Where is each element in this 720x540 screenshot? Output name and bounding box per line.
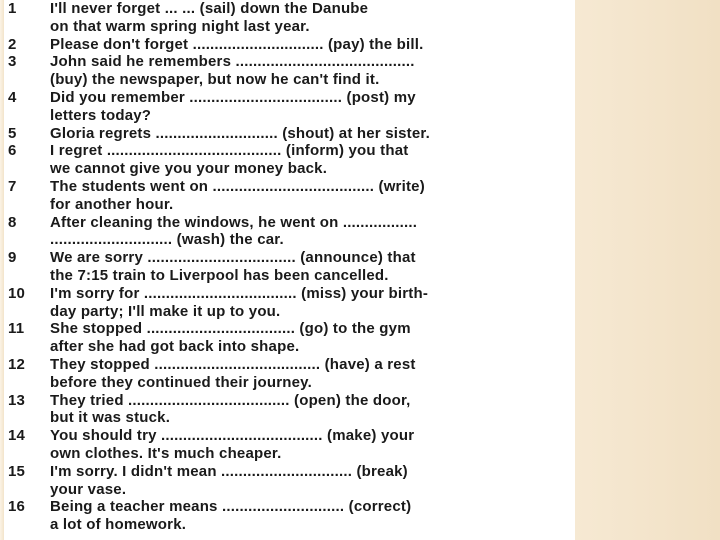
- exercise-sentence-line: for another hour.: [50, 195, 174, 213]
- exercise-sentence-line: your vase.: [50, 480, 127, 498]
- exercise-number: 7: [8, 177, 17, 195]
- exercise-sentence-line: we cannot give you your money back.: [50, 160, 328, 178]
- exercise-number: 2: [8, 35, 17, 53]
- exercise-sentence-line: I'm sorry. I didn't mean .............................. (break): [50, 462, 408, 480]
- exercise-sentence-line: The students went on ..................................... (write): [50, 177, 425, 195]
- exercise-number: 8: [8, 213, 17, 231]
- exercise-number: 13: [8, 391, 26, 409]
- exercise-sentence-line: on that warm spring night last year.: [50, 17, 310, 35]
- exercise-sentence-line: Gloria regrets ............................ (shout) at her sister.: [50, 124, 430, 142]
- exercise-sentence-line: a lot of homework.: [50, 516, 187, 534]
- exercise-sentence-line: I'll never forget ... ... (sail) down the Danube: [50, 0, 369, 17]
- exercise-item: [4, 427, 575, 463]
- exercise-item: [4, 392, 575, 428]
- exercise-item: [4, 142, 575, 178]
- exercise-number: 11: [8, 320, 25, 338]
- exercise-item: [4, 356, 575, 392]
- exercise-sentence-line: but it was stuck.: [50, 409, 171, 427]
- exercise-item: [4, 89, 575, 125]
- exercise-item: [4, 125, 575, 143]
- exercise-number: 3: [8, 53, 17, 71]
- exercise-number: 15: [8, 462, 26, 480]
- exercise-sentence-line: John said he remembers .........................................: [50, 53, 415, 71]
- right-background-panel: [575, 0, 720, 540]
- exercise-sentence-line: (buy) the newspaper, but now he can't find it.: [50, 71, 380, 89]
- exercise-sentence-line: after she had got back into shape.: [50, 338, 300, 356]
- exercise-number: 1: [8, 0, 17, 17]
- exercise-sentence-line: You should try ..................................... (make) your: [50, 427, 415, 445]
- exercise-sentence-line: day party; I'll make it up to you.: [50, 302, 281, 320]
- exercise-item: [4, 463, 575, 499]
- exercise-number: 16: [8, 498, 26, 516]
- exercise-sentence-line: ............................ (wash) the car.: [50, 231, 284, 249]
- exercise-item: [4, 178, 575, 214]
- exercise-sentence-line: They stopped ...................................... (have) a rest: [50, 355, 416, 373]
- exercise-number: 6: [8, 142, 17, 160]
- exercise-item: [4, 214, 575, 250]
- exercise-item: [4, 498, 575, 534]
- exercise-sentence-line: She stopped .................................. (go) to the gym: [50, 320, 411, 338]
- exercise-item: [4, 320, 575, 356]
- exercise-item: [4, 36, 575, 54]
- exercise-item: [4, 285, 575, 321]
- exercise-sentence-line: the 7:15 train to Liverpool has been cancelled.: [50, 266, 389, 284]
- exercise-item: [4, 0, 575, 36]
- exercise-sentence-line: before they continued their journey.: [50, 373, 312, 391]
- exercise-list: [4, 0, 575, 534]
- exercise-number: 5: [8, 124, 17, 142]
- exercise-sentence-line: Please don't forget .............................. (pay) the bill.: [50, 35, 424, 53]
- exercise-sentence-line: Did you remember ................................... (post) my: [50, 88, 416, 106]
- exercise-number: 14: [8, 427, 26, 445]
- exercise-sentence-line: letters today?: [50, 106, 152, 124]
- exercise-sentence-line: After cleaning the windows, he went on .................: [50, 213, 418, 231]
- exercise-sentence-line: We are sorry .................................. (announce) that: [50, 249, 416, 267]
- exercise-sheet: [4, 0, 575, 540]
- exercise-number: 9: [8, 249, 17, 267]
- exercise-number: 10: [8, 284, 26, 302]
- exercise-sentence-line: I'm sorry for ................................... (miss) your birth-: [50, 284, 429, 302]
- exercise-sentence-line: own clothes. It's much cheaper.: [50, 444, 282, 462]
- exercise-sentence-line: I regret ........................................ (inform) you that: [50, 142, 409, 160]
- exercise-sentence-line: Being a teacher means ............................ (correct): [50, 498, 412, 516]
- exercise-item: [4, 53, 575, 89]
- exercise-number: 4: [8, 88, 17, 106]
- exercise-item: [4, 249, 575, 285]
- exercise-number: 12: [8, 355, 26, 373]
- exercise-sentence-line: They tried ..................................... (open) the door,: [50, 391, 411, 409]
